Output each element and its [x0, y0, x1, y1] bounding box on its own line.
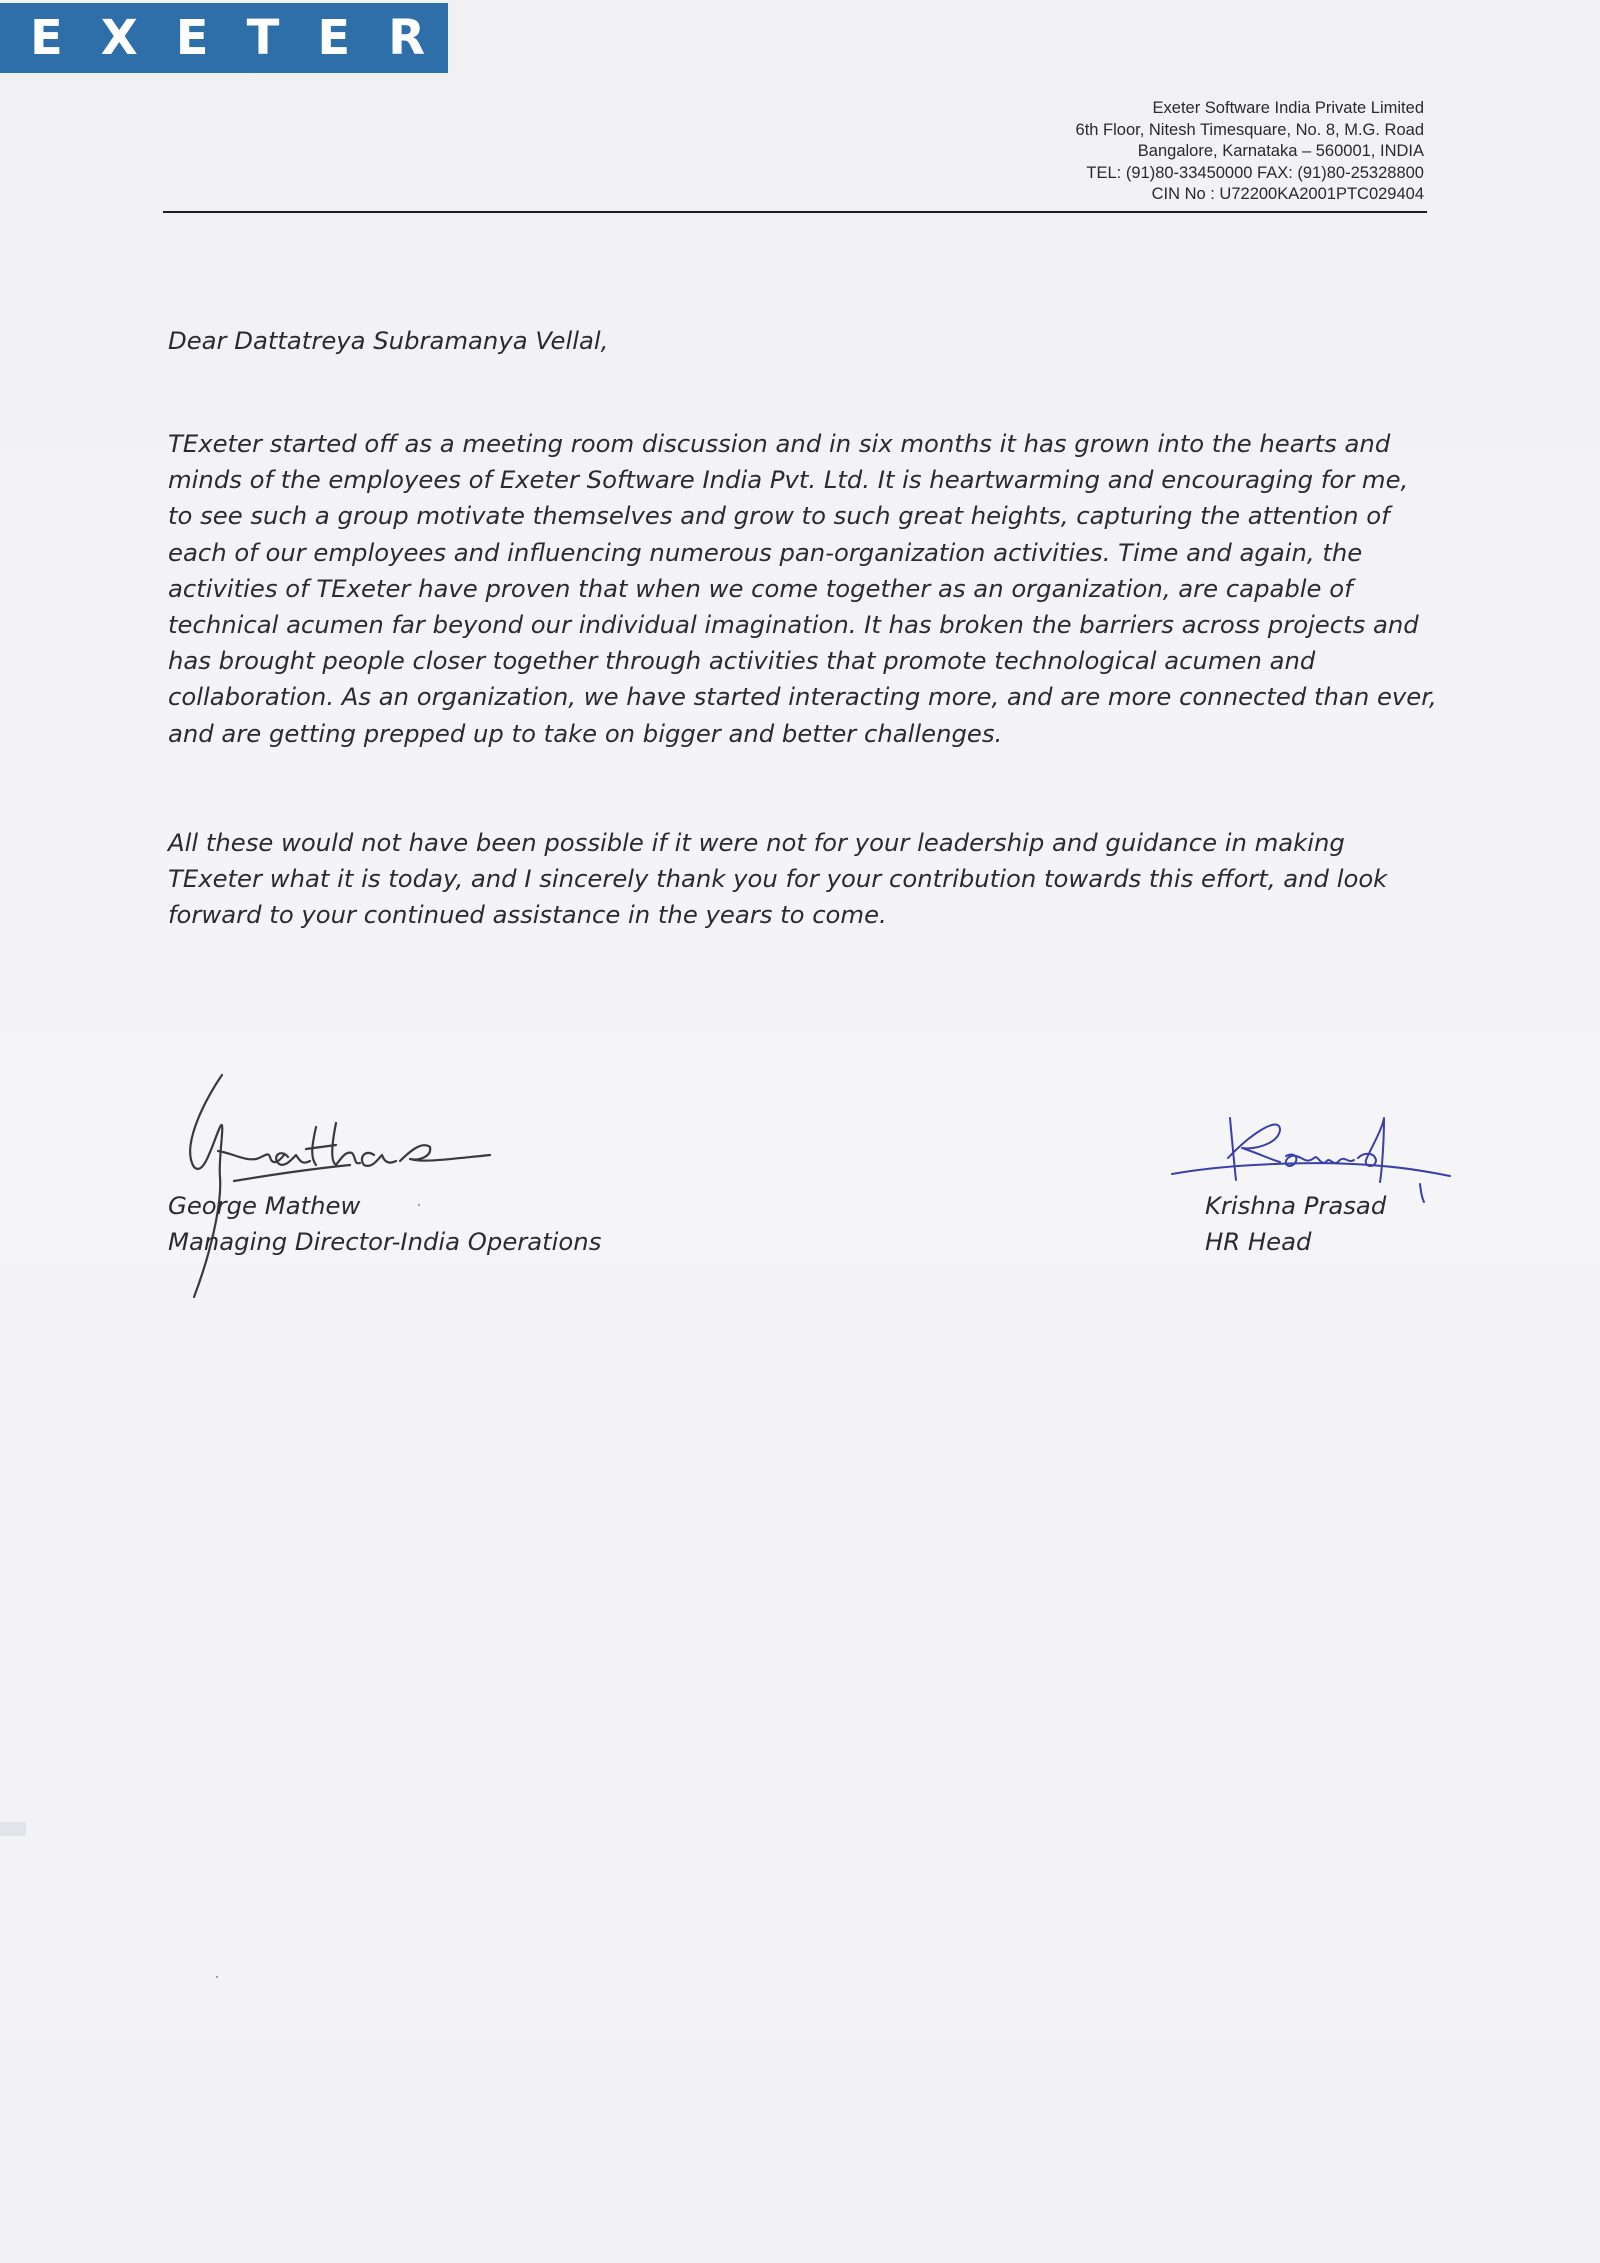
paragraph-2-text: All these would not have been possible if it were not for your leadership and guidance in making TExeter what it is today, and I sincerely thank you for your contribution towards this effort, and look forward to your continued assistance in the years to come. — [168, 828, 1388, 930]
scan-artifact — [0, 1822, 26, 1836]
signature-george-mathew — [160, 1065, 500, 1305]
cin-number: CIN No : U72200KA2001PTC029404 — [1151, 185, 1424, 203]
phone-fax: TEL: (91)80-33450000 FAX: (91)80-25328800 — [1086, 163, 1424, 182]
letterhead-address — [1076, 98, 1424, 206]
scan-speck — [418, 1204, 420, 1206]
signatory-name: George Mathew — [168, 1191, 361, 1220]
signatory-krishna-prasad — [1205, 1188, 1386, 1260]
salutation: Dear Dattatreya Subramanya Vellal, — [168, 326, 609, 355]
signatory-title: Managing Director-India Operations — [168, 1227, 602, 1256]
logo-text: EXETER — [30, 10, 464, 66]
letterhead-divider — [163, 211, 1427, 213]
signatory-title: HR Head — [1205, 1227, 1312, 1256]
signatory-george-mathew — [168, 1188, 601, 1260]
signatory-name: Krishna Prasad — [1205, 1191, 1387, 1220]
body-paragraph-1 — [168, 426, 1438, 752]
paragraph-1-text: TExeter started off as a meeting room discussion and in six months it has grown into the hearts and minds of the employees of Exeter Software India Pvt. Ltd. It is heartwarming and encouraging for me, to see such a group motivate themselves and grow to such great heights, capturing the attention of each of our employees and influencing numerous pan-organization activities. Time and again, the activities of TExeter have proven that when we come together as an organization, are capable of technical acumen far beyond our individual imagination. It has broken the barriers across projects and has brought people closer together through activities that promote technological acumen and collaboration. As an organization, we have started interacting more, and are more connected than ever, and are getting prepped up to take on bigger and better challenges. — [168, 429, 1437, 748]
address-line-2: Bangalore, Karnataka – 560001, INDIA — [1137, 142, 1424, 160]
body-paragraph-2 — [168, 825, 1438, 934]
scan-speck — [216, 1976, 218, 1978]
exeter-logo — [0, 3, 464, 73]
company-name: Exeter Software India Private Limited — [1152, 99, 1424, 117]
address-line-1: 6th Floor, Nitesh Timesquare, No. 8, M.G. Road — [1075, 120, 1424, 139]
